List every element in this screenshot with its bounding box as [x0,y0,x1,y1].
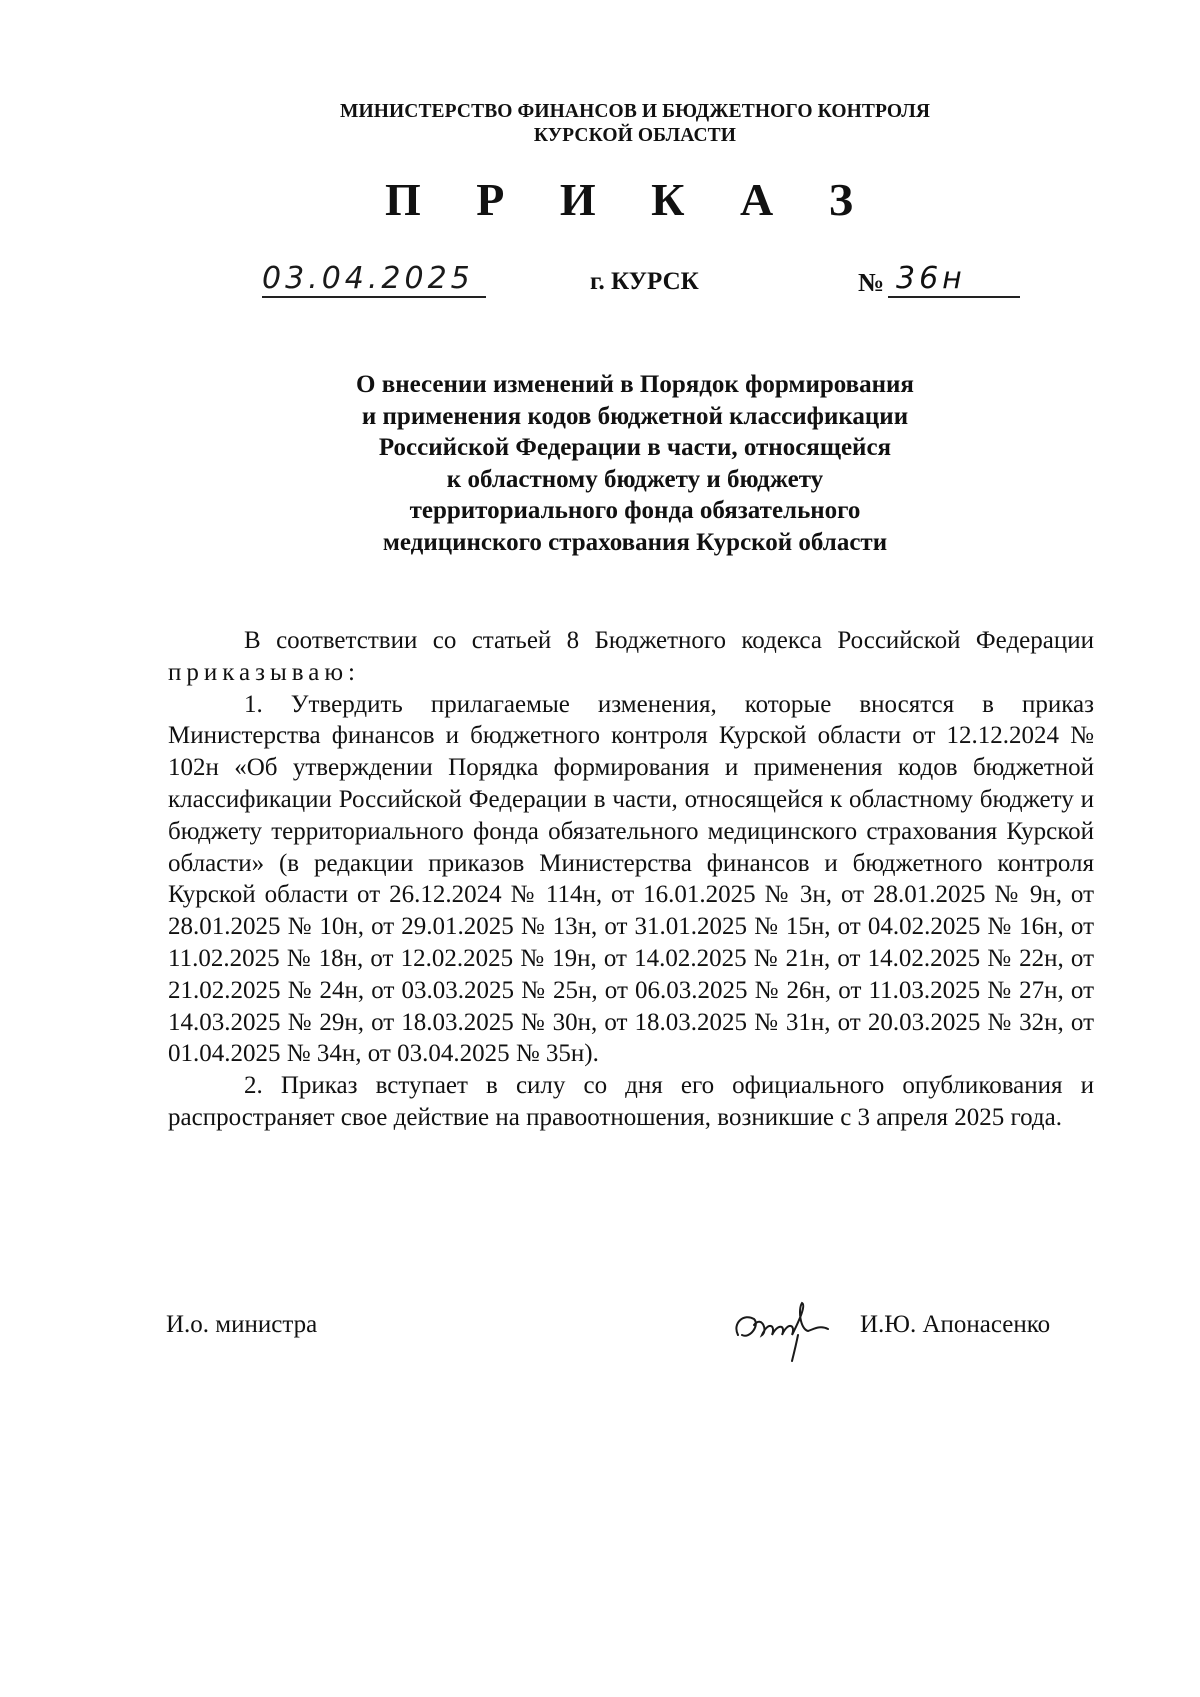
ministry-line-1: МИНИСТЕРСТВО ФИНАНСОВ И БЮДЖЕТНОГО КОНТРОЛЯ [339,101,931,122]
order-meta-row [0,262,1200,312]
body-intro-order-word: приказываю: [168,658,360,686]
title-line: О внесении изменений в Порядок формирования [356,371,914,398]
signatory-name: И.Ю. Апонасенко [860,1311,1051,1338]
handwritten-signature-icon [728,1285,838,1365]
body-item-2: 2. Приказ вступает в силу со дня его официального опубликования и распространяет свое действие на правоотношения, возникшие с 3 апреля 2025 года. [168,1072,1094,1131]
title-line: медицинского страхования Курской области [382,528,888,556]
order-body [168,625,1094,1134]
order-number-label: № [858,268,885,297]
order-city: г. КУРСК [590,268,699,295]
document-type-heading: П Р И К А З [384,174,875,225]
title-line: к областному бюджету и бюджету [446,465,824,493]
ministry-line-2: КУРСКОЙ ОБЛАСТИ [533,125,737,146]
order-number: 36н [888,262,1020,298]
body-item-1: 1. Утвердить прилагаемые изменения, которые вносятся в приказ Министерства финансов и бюджетного контроля Курской области от 12.12.2024 № 102н «Об утверждении Порядка формирования и применения кодов бюджетной классификации Российской Федерации в части, относящейся к областному бюджету и бюджету территориального фонда обязательного медицинского страхования Курской области» (в редакции приказов Министерства финансов и бюджетного контроля Курской области от 26.12.2024 № 114н, от 16.01.2025 № 3н, от 28.01.2025 № 9н, от 28.01.2025 № 10н, от 29.01.2025 № 13н, от 31.01.2025 № 15н, от 04.02.2025 № 16н, от 11.02.2025 № 18н, от 12.02.2025 № 19н, от 14.02.2025 № 21н, от 14.02.2025 № 22н, от 21.02.2025 № 24н, от 03.03.2025 № 25н, от 06.03.2025 № 26н, от 11.03.2025 № 27н, от 14.03.2025 № 29н, от 18.03.2025 № 30н, от 18.03.2025 № 31н, от 20.03.2025 № 32н, от 01.04.2025 № 34н, от 03.04.2025 № 35н). [168,690,1094,1068]
body-intro-paragraph [168,625,1094,689]
signatory-role: И.о. министра [166,1311,318,1338]
title-line: и применения кодов бюджетной классификации [361,402,909,430]
order-date: 03.04.2025 [262,262,486,298]
order-title [0,369,1200,558]
ministry-header [0,100,1200,148]
signature-block [0,1295,1200,1365]
title-line: Российской Федерации в части, относящейся [378,434,892,461]
title-line: территориального фонда обязательного [409,497,861,524]
body-intro: В соответствии со статьей 8 Бюджетного кодекса Российской Федерации [244,627,1094,654]
